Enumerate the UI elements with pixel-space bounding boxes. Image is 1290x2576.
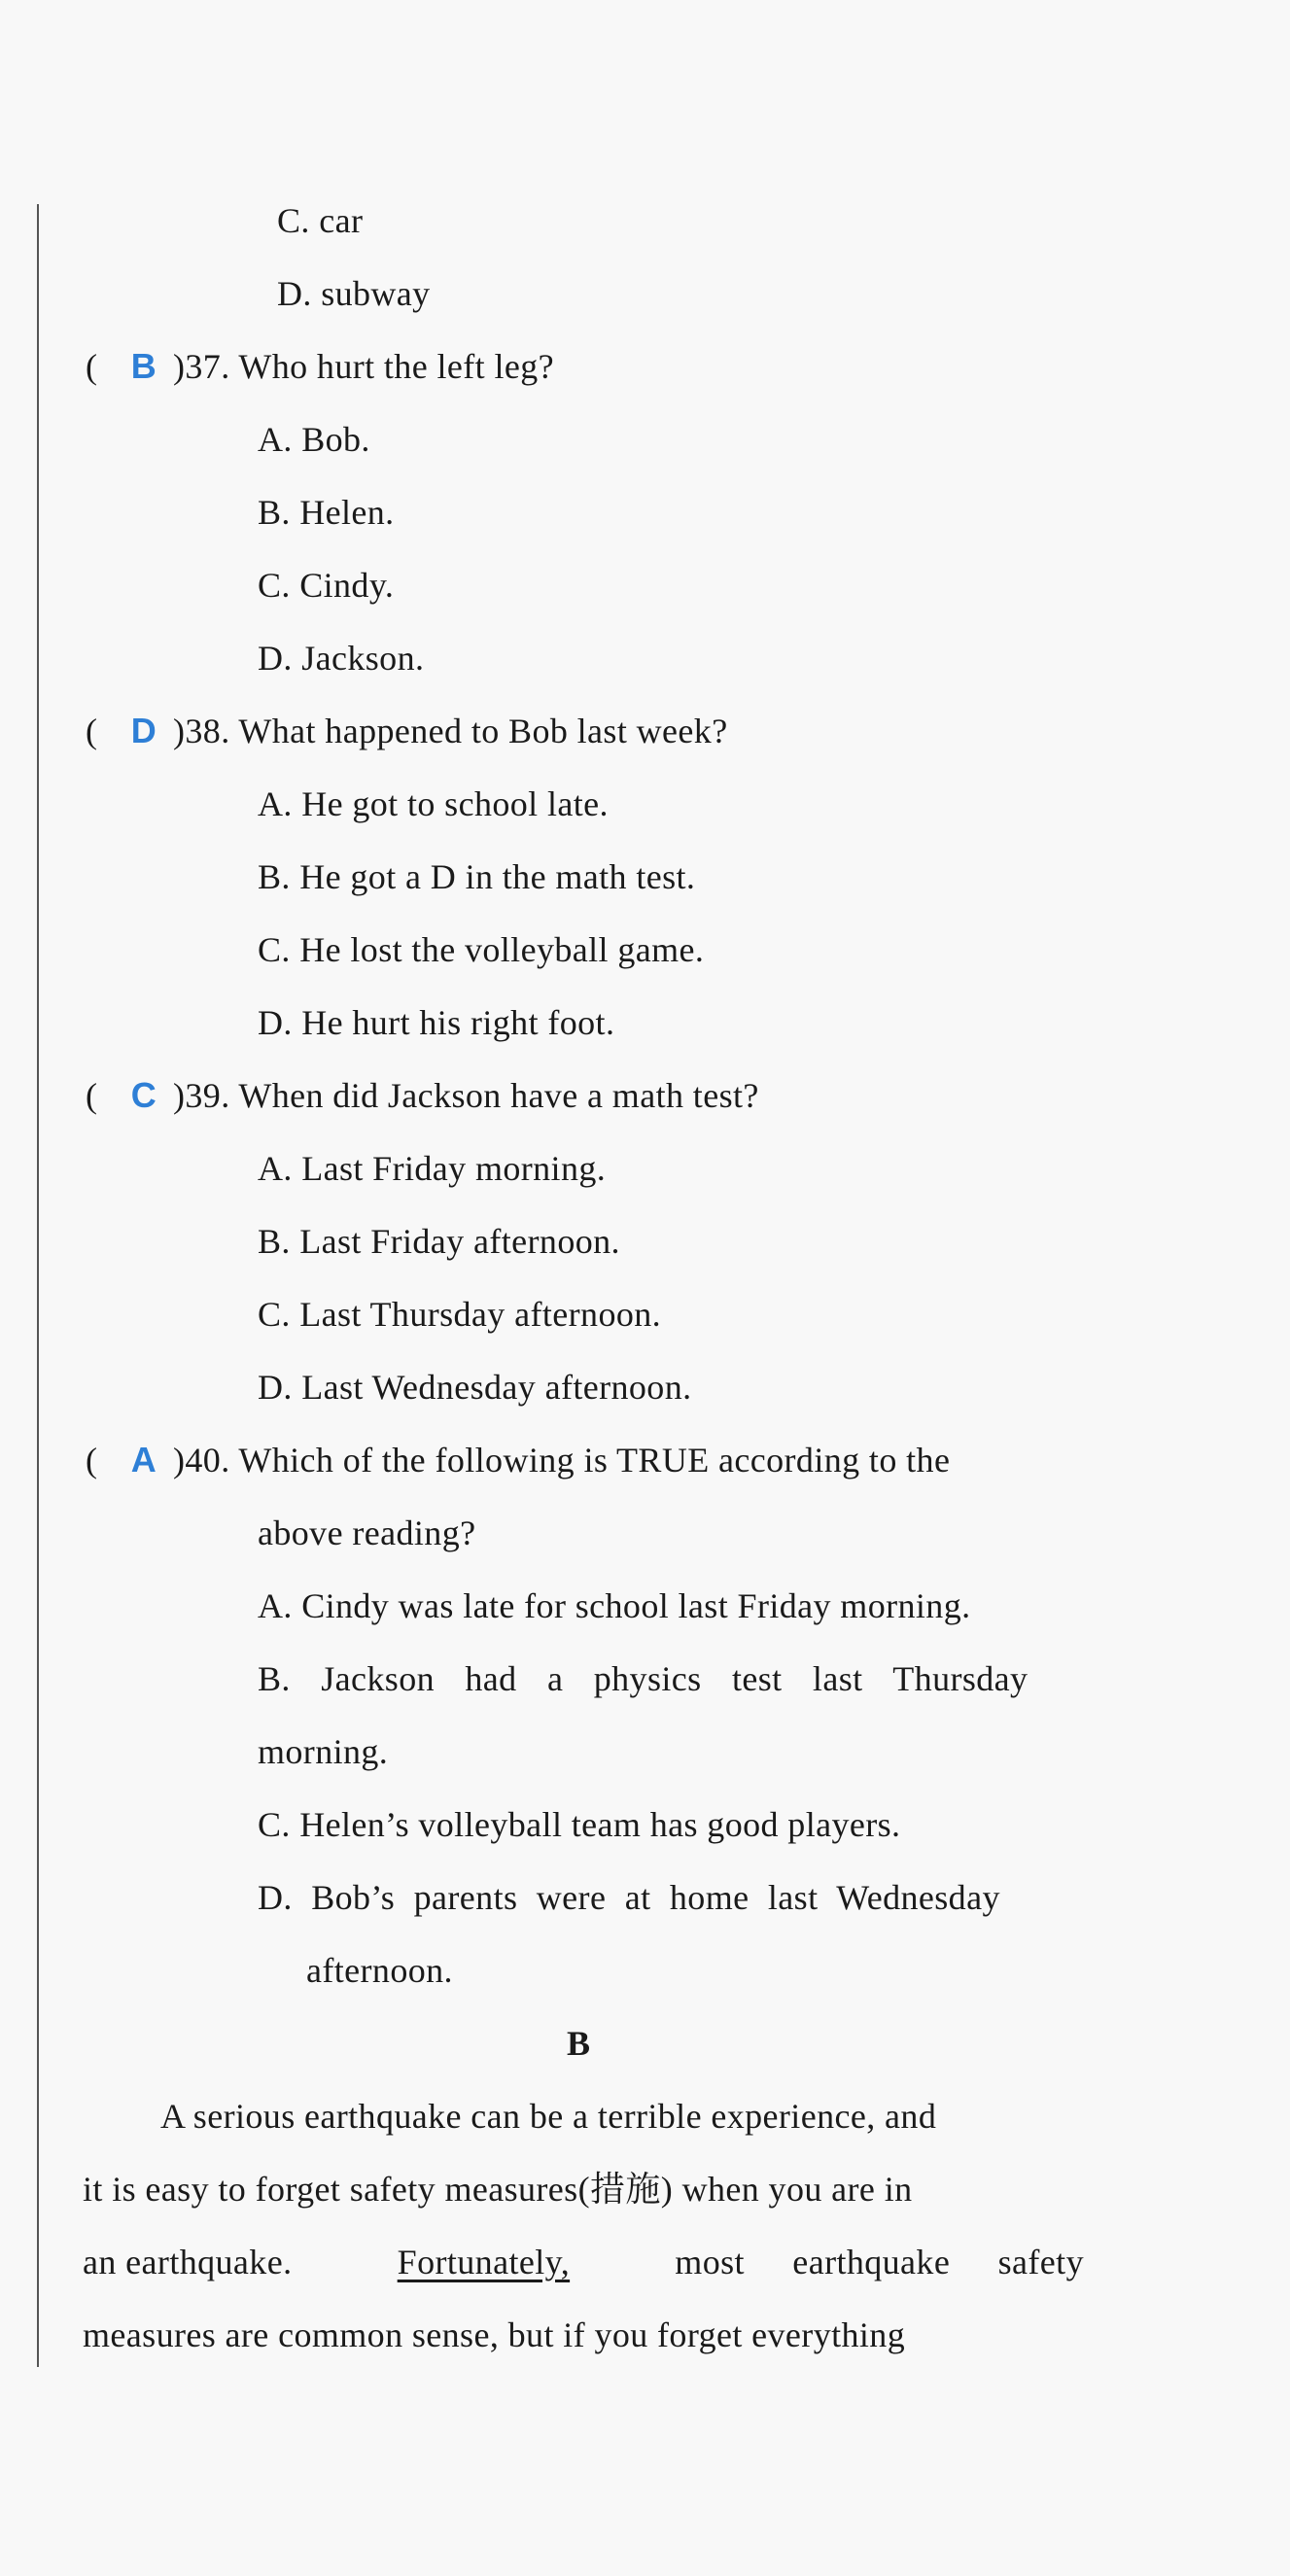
question-stem: )38. What happened to Bob last week? bbox=[173, 712, 728, 750]
underlined-word: Fortunately, bbox=[397, 2243, 571, 2281]
question-stem: )39. When did Jackson have a math test? bbox=[173, 1076, 759, 1115]
question-39 bbox=[86, 1074, 759, 1117]
question-38 bbox=[86, 710, 728, 752]
paragraph-line: it is easy to forget safety measures(措施) when you are in bbox=[83, 2170, 913, 2209]
paren-open: ( bbox=[86, 712, 98, 750]
answer-38: D bbox=[130, 711, 157, 750]
option-b: B. Jackson had a physics test last Thursday bbox=[258, 1659, 1029, 1698]
paragraph-line: A serious earthquake can be a terrible experience, and bbox=[160, 2097, 937, 2136]
question-37 bbox=[86, 345, 554, 388]
question-stem: )37. Who hurt the left leg? bbox=[173, 347, 555, 386]
option-a: A. Cindy was late for school last Friday morning. bbox=[258, 1586, 971, 1625]
option-c: C. car bbox=[277, 201, 364, 240]
option-c: C. He lost the volleyball game. bbox=[258, 930, 705, 969]
option-d: D. He hurt his right foot. bbox=[258, 1003, 615, 1042]
option-d-continued: afternoon. bbox=[306, 1951, 453, 1990]
option-d: D. Bob’s parents were at home last Wednesday bbox=[258, 1878, 1000, 1917]
option-a: A. Bob. bbox=[258, 420, 370, 459]
option-c: C. Last Thursday afternoon. bbox=[258, 1295, 662, 1334]
option-b: B. He got a D in the math test. bbox=[258, 857, 696, 896]
paragraph-text: an earthquake. bbox=[83, 2243, 293, 2281]
paragraph-line: measures are common sense, but if you forget everything bbox=[83, 2315, 906, 2354]
option-c: C. Cindy. bbox=[258, 566, 395, 605]
option-d: D. Last Wednesday afternoon. bbox=[258, 1368, 692, 1407]
option-d: D. subway bbox=[277, 274, 431, 313]
answer-37: B bbox=[130, 346, 157, 386]
option-a: A. He got to school late. bbox=[258, 784, 609, 823]
option-b: B. Last Friday afternoon. bbox=[258, 1222, 620, 1261]
paragraph-text: most earthquake safety bbox=[675, 2243, 1084, 2281]
answer-39: C bbox=[130, 1075, 157, 1115]
paren-open: ( bbox=[86, 347, 98, 386]
paren-open: ( bbox=[86, 1441, 98, 1479]
option-b-continued: morning. bbox=[258, 1732, 389, 1771]
paren-open: ( bbox=[86, 1076, 98, 1115]
answer-40: A bbox=[130, 1440, 157, 1479]
question-40 bbox=[86, 1439, 950, 1481]
option-c: C. Helen’s volleyball team has good players. bbox=[258, 1805, 901, 1844]
paragraph-line bbox=[83, 2241, 1084, 2283]
section-title: B bbox=[566, 2024, 590, 2063]
option-a: A. Last Friday morning. bbox=[258, 1149, 607, 1188]
option-d: D. Jackson. bbox=[258, 639, 425, 678]
question-stem: )40. Which of the following is TRUE according to the bbox=[173, 1441, 951, 1479]
option-b: B. Helen. bbox=[258, 493, 395, 532]
question-stem-continued: above reading? bbox=[258, 1514, 476, 1552]
